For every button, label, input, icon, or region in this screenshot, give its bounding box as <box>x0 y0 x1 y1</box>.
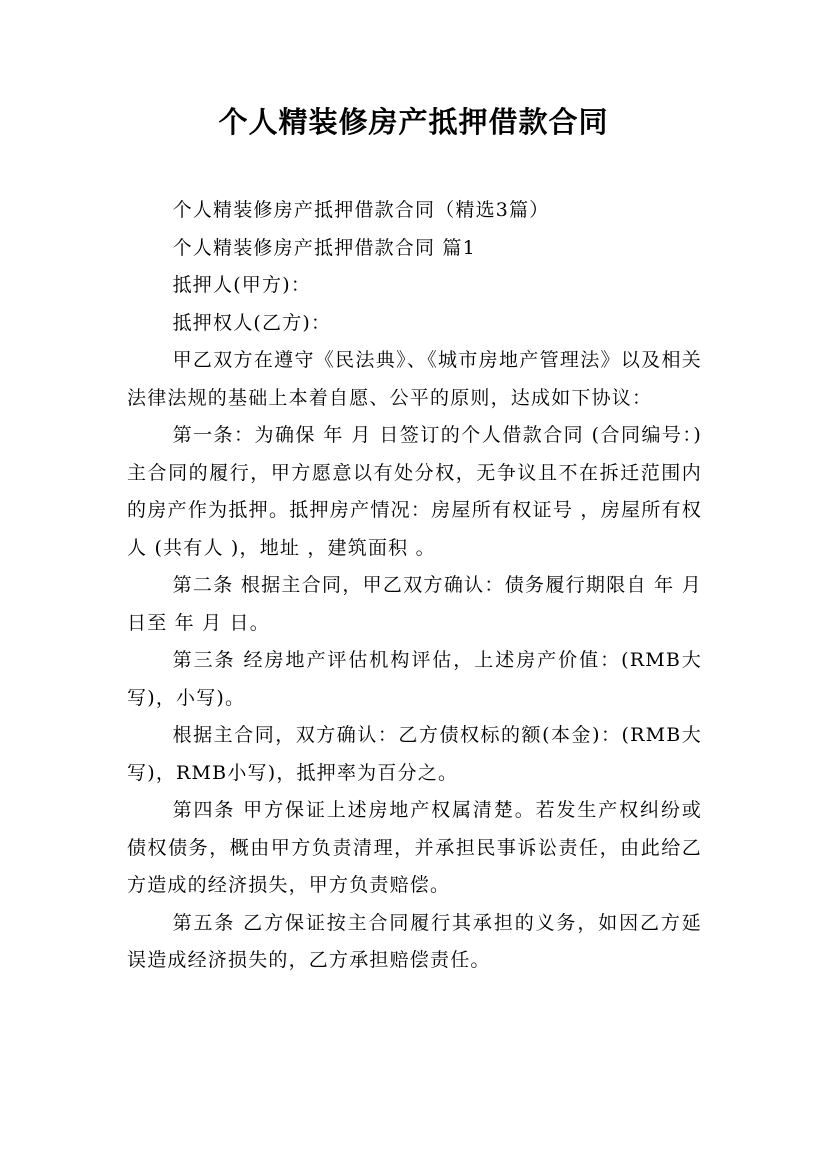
paragraph-mortgagee: 抵押权人(乙方)： <box>172 311 332 334</box>
paragraph-heading-article-1: 个人精装修房产抵押借款合同 篇1 <box>172 236 476 259</box>
paragraph-clause-4: 第四条 甲方保证上述房地产权属清楚。若发生产权纠纷或债权债务，概由甲方负责清理，并承担民事诉讼责任，由此给乙方造成的经济损失，甲方负责赔偿。 <box>127 799 702 896</box>
document-title: 个人精装修房产抵押借款合同 <box>218 105 609 139</box>
paragraph-clause-5: 第五条 乙方保证按主合同履行其承担的义务，如因乙方延误造成经济损失的，乙方承担赔偿责任。 <box>127 911 702 971</box>
paragraph-clause-3-amount: 根据主合同，双方确认：乙方债权标的额(本金)：(RMB大写)，RMB小写)，抵押率为百分之。 <box>127 724 702 784</box>
paragraph-heading-collection: 个人精装修房产抵押借款合同（精选3篇） <box>172 199 550 221</box>
paragraph-preamble: 甲乙双方在遵守《民法典》、《城市房地产管理法》以及相关法律法规的基础上本着自愿、公平的原则，达成如下协议： <box>127 349 702 409</box>
paragraph-clause-3: 第三条 经房地产评估机构评估，上述房产价值：(RMB大写)，小写)。 <box>127 649 702 709</box>
paragraph-clause-2: 第二条 根据主合同，甲乙双方确认：债务履行期限自 年 月 日至 年 月 日。 <box>127 574 702 634</box>
paragraph-clause-1: 第一条：为确保 年 月 日签订的个人借款合同 (合同编号：)主合同的履行，甲方愿意以有处分权，无争议且不在拆迁范围内的房产作为抵押。抵押房产情况：房屋所有权证号 ，房屋所有权人 (共有人 )，地址 ，建筑面积 。 <box>127 424 702 559</box>
paragraph-mortgagor: 抵押人(甲方)： <box>172 274 312 296</box>
document-body <box>127 192 702 980</box>
